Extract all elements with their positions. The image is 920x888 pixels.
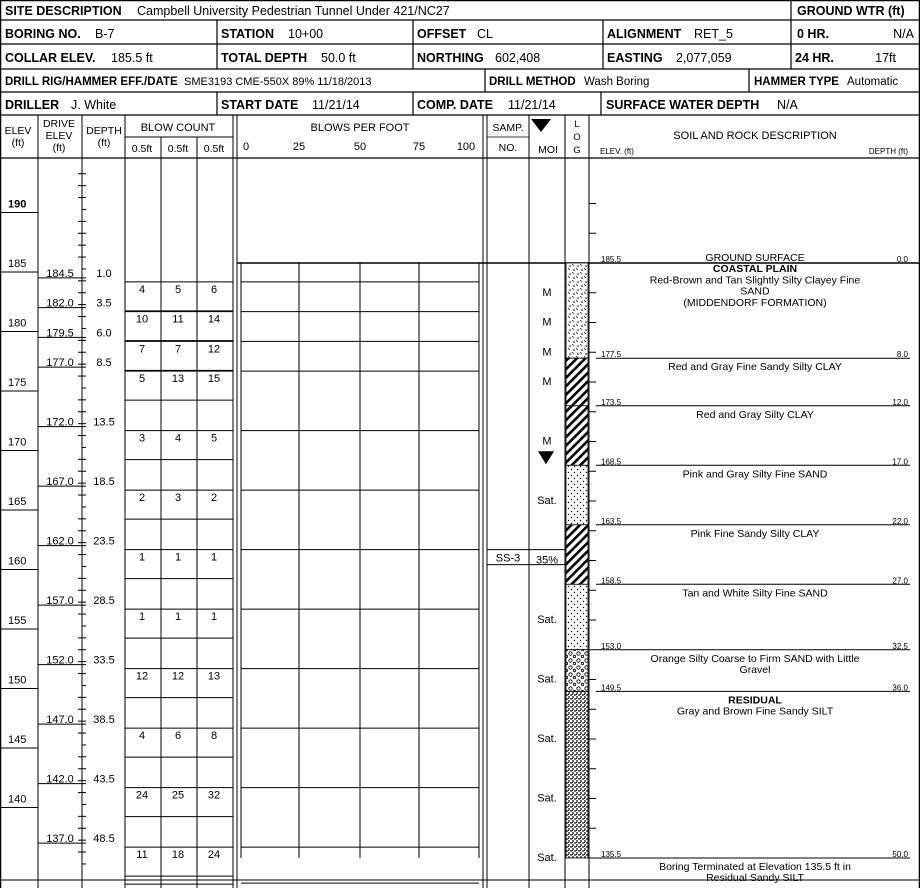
col-desc-elev: ELEV. (ft) xyxy=(600,147,634,156)
stratum-depth: 32.5 xyxy=(892,641,908,651)
blow-count-value: 4 xyxy=(138,730,146,743)
strata-pattern xyxy=(566,525,588,585)
elev-scale-label: 140 xyxy=(8,793,27,806)
collar-elev-value: 185.5 ft xyxy=(111,51,153,65)
stratum-description-line: Orange Silty Coarse to Firm SAND with Little xyxy=(650,652,860,665)
elev-scale-label: 170 xyxy=(8,436,27,449)
stratum-description-line: (MIDDENDORF FORMATION) xyxy=(683,296,827,309)
stratum-description-line: COASTAL PLAIN xyxy=(712,263,798,276)
blow-count-value: 12 xyxy=(207,343,221,356)
drill-rig-value: SME3193 CME-550X 89% 11/18/2013 xyxy=(184,76,372,88)
start-date-value: 11/21/14 xyxy=(312,98,360,112)
blow-count-value: 12 xyxy=(135,670,149,683)
depth-value: 23.5 xyxy=(93,535,115,548)
surface-water-label: SURFACE WATER DEPTH xyxy=(606,98,760,112)
blow-count-value: 4 xyxy=(138,283,146,296)
blow-count-value: 2 xyxy=(210,492,218,505)
elev-scale-label: 190 xyxy=(8,198,27,211)
boring-no-value: B-7 xyxy=(95,27,115,41)
surface-water-value: N/A xyxy=(777,98,798,112)
alignment-value: RET_5 xyxy=(694,27,733,41)
comp-date-value: 11/21/14 xyxy=(508,98,556,112)
drive-elev-value: 167.0 xyxy=(46,476,74,489)
blow-count-value: 1 xyxy=(210,611,218,624)
hr24-label: 24 HR. xyxy=(795,51,834,65)
blow-count-value: 1 xyxy=(174,551,182,564)
hammer-type-value: Automatic xyxy=(847,76,899,88)
stratum-description-line: Boring Terminated at Elevation 135.5 ft in xyxy=(659,861,851,873)
stratum-elev: 173.5 xyxy=(601,397,622,407)
blow-count-value: 5 xyxy=(210,432,218,445)
moisture-value: Sat. xyxy=(537,673,557,686)
alignment-label: ALIGNMENT xyxy=(607,27,682,41)
blow-count-value: 5 xyxy=(174,283,182,296)
description-column xyxy=(596,252,910,884)
blow-count-value: 32 xyxy=(207,789,221,802)
col-blow-sub-2: 0.5ft xyxy=(167,143,189,155)
col-drive: DRIVE xyxy=(42,118,76,130)
blow-count-value: 15 xyxy=(207,373,221,386)
stratum-description-line: Gray and Brown Fine Sandy SILT xyxy=(676,705,834,718)
blow-count-value: 10 xyxy=(135,313,149,326)
bpf-tick-100: 100 xyxy=(456,141,476,153)
stratum-description-line: Pink and Gray Silty Fine SAND xyxy=(682,468,828,481)
blow-count-value: 18 xyxy=(171,849,185,862)
col-description: SOIL AND ROCK DESCRIPTION xyxy=(673,130,837,142)
easting-label: EASTING xyxy=(607,51,663,65)
stratum-description-line: GROUND SURFACE xyxy=(705,252,805,264)
moisture-value: Sat. xyxy=(537,614,557,627)
ground-water-label: GROUND WTR (ft) xyxy=(797,4,905,18)
col-blows-per-foot: BLOWS PER FOOT xyxy=(310,122,410,134)
col-depth: DEPTH xyxy=(86,125,122,137)
stratum-description-line: Red and Gray Fine Sandy Silty CLAY xyxy=(668,361,842,374)
elev-scale-label: 180 xyxy=(8,317,27,330)
blow-count-value: 25 xyxy=(171,789,185,802)
strata-pattern xyxy=(566,691,588,858)
col-blow-sub-3: 0.5ft xyxy=(203,143,225,155)
drive-elev-value: 147.0 xyxy=(46,714,74,727)
northing-label: NORTHING xyxy=(417,51,484,65)
elev-scale-label: 185 xyxy=(8,257,27,270)
station-label: STATION xyxy=(221,27,275,41)
moisture-value: Sat. xyxy=(537,495,557,508)
col-elev-unit: (ft) xyxy=(11,137,25,149)
total-depth-value: 50.0 ft xyxy=(321,51,356,65)
blow-count-value: 13 xyxy=(171,373,185,386)
column-headers xyxy=(0,118,920,158)
stratum-elev: 149.5 xyxy=(601,683,622,693)
blow-count-value: 11 xyxy=(136,849,148,862)
sample-rows xyxy=(38,268,565,884)
blow-count-value: 1 xyxy=(138,551,146,564)
blow-count-value: 11 xyxy=(172,313,184,326)
blow-count-value: 1 xyxy=(210,551,218,564)
drive-elev-value: 177.0 xyxy=(46,357,74,370)
easting-value: 2,077,059 xyxy=(676,51,732,65)
drive-elev-value: 172.0 xyxy=(46,416,74,429)
strata-pattern xyxy=(566,358,588,406)
moisture-value: M xyxy=(542,376,552,389)
station-value: 10+00 xyxy=(288,27,324,41)
depth-value: 48.5 xyxy=(93,833,115,846)
sample-no-value: SS-3 xyxy=(495,552,521,565)
blow-count-value: 1 xyxy=(138,611,146,624)
stratum-elev: 168.5 xyxy=(601,457,622,467)
moisture-value: Sat. xyxy=(537,792,557,805)
bpf-tick-25: 25 xyxy=(292,141,306,153)
strata-column xyxy=(566,263,588,858)
stratum-description-line: SAND xyxy=(740,285,770,298)
depth-value: 3.5 xyxy=(96,297,112,310)
moisture-value: M xyxy=(542,346,552,359)
moisture-value: M xyxy=(542,435,552,448)
elev-scale-label: 145 xyxy=(8,733,27,746)
stratum-elev: 153.0 xyxy=(601,641,622,651)
col-desc-depth: DEPTH (ft) xyxy=(868,147,908,156)
blow-count-value: 6 xyxy=(210,283,218,296)
northing-value: 602,408 xyxy=(495,51,541,65)
stratum-depth: 27.0 xyxy=(892,576,908,586)
drive-elev-value: 184.5 xyxy=(46,267,74,280)
stratum-description-line: RESIDUAL xyxy=(728,694,782,707)
blow-count-value: 8 xyxy=(210,730,218,743)
bpf-tick-75: 75 xyxy=(412,141,426,153)
elev-scale-label: 160 xyxy=(8,555,27,568)
strata-pattern xyxy=(566,465,588,525)
bpf-tick-50: 50 xyxy=(353,141,367,153)
stratum-description-line: Gravel xyxy=(739,663,771,676)
depth-value: 43.5 xyxy=(93,773,115,786)
bpf-tick-0: 0 xyxy=(243,141,250,153)
collar-elev-label: COLLAR ELEV. xyxy=(5,51,96,65)
driller-label: DRILLER xyxy=(5,98,60,112)
col-log-o: O xyxy=(573,132,581,143)
col-elev: ELEV xyxy=(4,125,32,137)
elev-scale-label: 165 xyxy=(8,495,27,508)
total-depth-label: TOTAL DEPTH xyxy=(221,51,308,65)
drive-elev-value: 137.0 xyxy=(46,833,74,846)
strata-pattern xyxy=(566,406,588,466)
col-moi: MOI xyxy=(538,144,558,156)
stratum-depth: 17.0 xyxy=(892,457,908,467)
blow-count-value: 4 xyxy=(174,432,182,445)
blow-count-value: 24 xyxy=(207,849,221,862)
blow-count-value: 6 xyxy=(174,730,182,743)
col-log-l: L xyxy=(574,119,580,130)
stratum-depth: 36.0 xyxy=(892,683,908,693)
stratum-description-line: Tan and White Silty Fine SAND xyxy=(682,587,828,600)
drill-method-label: DRILL METHOD xyxy=(489,76,576,88)
drive-elev-value: 157.0 xyxy=(46,595,74,608)
blow-count-value: 13 xyxy=(207,670,221,683)
moisture-value: M xyxy=(542,286,552,299)
stratum-depth: 8.0 xyxy=(896,350,908,360)
stratum-elev: 177.5 xyxy=(601,350,622,360)
driller-value: J. White xyxy=(71,98,117,112)
depth-value: 1.0 xyxy=(96,267,112,280)
water-level-header-icon xyxy=(531,119,551,132)
depth-value: 8.5 xyxy=(96,357,112,370)
strata-pattern xyxy=(566,650,588,692)
blow-count-value: 2 xyxy=(138,492,146,505)
offset-label: OFFSET xyxy=(417,27,467,41)
drive-elev-value: 162.0 xyxy=(46,535,74,548)
blow-count-value: 1 xyxy=(174,611,182,624)
drive-elev-value: 179.5 xyxy=(46,327,74,340)
strata-pattern xyxy=(566,584,588,649)
col-log-g: G xyxy=(573,145,581,156)
stratum-elev: 158.5 xyxy=(601,576,622,586)
strata-pattern xyxy=(566,263,588,358)
depth-value: 33.5 xyxy=(93,654,115,667)
stratum-elev: 185.5 xyxy=(601,255,622,264)
blow-count-value: 7 xyxy=(174,343,182,356)
site-description-value: Campbell University Pedestrian Tunnel Under 421/NC27 xyxy=(137,4,450,18)
col-samp: SAMP. xyxy=(492,122,524,134)
stratum-description-line: Red-Brown and Tan Slightly Silty Clayey Fine xyxy=(649,274,861,287)
comp-date-label: COMP. DATE xyxy=(417,98,493,112)
col-samp-no: NO. xyxy=(498,142,518,154)
depth-value: 28.5 xyxy=(93,595,115,608)
col-blow-count: BLOW COUNT xyxy=(140,122,216,134)
elev-scale-label: 175 xyxy=(8,376,27,389)
stratum-elev: 163.5 xyxy=(601,516,622,526)
blow-count-value: 24 xyxy=(135,789,149,802)
col-blow-sub-1: 0.5ft xyxy=(131,143,153,155)
depth-value: 18.5 xyxy=(93,476,115,489)
water-level-icon xyxy=(538,451,554,464)
stratum-description-line: Red and Gray Silty CLAY xyxy=(696,408,814,421)
moisture-value: Sat. xyxy=(537,733,557,746)
col-drive-elev: ELEV xyxy=(45,130,73,142)
zero-hr-value: N/A xyxy=(893,27,914,41)
elev-scale-label: 150 xyxy=(8,674,27,687)
stratum-elev: 135.5 xyxy=(601,850,622,859)
hammer-type-label: HAMMER TYPE xyxy=(754,76,839,88)
drive-elev-value: 152.0 xyxy=(46,654,74,667)
blow-count-value: 3 xyxy=(174,492,182,505)
col-drive-unit: (ft) xyxy=(52,142,66,154)
elev-scale-label: 155 xyxy=(8,614,27,627)
drill-rig-label: DRILL RIG/HAMMER EFF./DATE xyxy=(5,76,178,88)
stratum-depth: 0.0 xyxy=(896,255,908,264)
stratum-depth: 50.0 xyxy=(892,850,908,859)
blow-count-value: 3 xyxy=(138,432,146,445)
site-description-label: SITE DESCRIPTION xyxy=(5,4,122,18)
depth-value: 13.5 xyxy=(93,416,115,429)
drive-elev-value: 182.0 xyxy=(46,297,74,310)
zero-hr-label: 0 HR. xyxy=(797,27,829,41)
stratum-description-line: Pink Fine Sandy Silty CLAY xyxy=(690,527,820,540)
blow-count-value: 7 xyxy=(138,343,146,356)
blow-count-value: 5 xyxy=(138,373,146,386)
blow-count-value: 14 xyxy=(207,313,221,326)
hr24-value: 17ft xyxy=(875,51,896,65)
col-depth-unit: (ft) xyxy=(97,137,111,149)
stratum-depth: 22.0 xyxy=(892,516,908,526)
start-date-label: START DATE xyxy=(221,98,299,112)
depth-value: 6.0 xyxy=(96,327,112,340)
drive-elev-value: 142.0 xyxy=(46,773,74,786)
moisture-value: Sat. xyxy=(537,852,557,865)
moisture-value: 35% xyxy=(535,554,559,567)
stratum-depth: 12.0 xyxy=(892,397,908,407)
depth-value: 38.5 xyxy=(93,714,115,727)
moisture-value: M xyxy=(542,316,552,329)
blow-count-value: 12 xyxy=(171,670,185,683)
offset-value: CL xyxy=(477,27,493,41)
stratum-description-line: Residual Sandy SILT xyxy=(706,872,804,885)
drill-method-value: Wash Boring xyxy=(584,76,650,88)
boring-no-label: BORING NO. xyxy=(5,27,81,41)
